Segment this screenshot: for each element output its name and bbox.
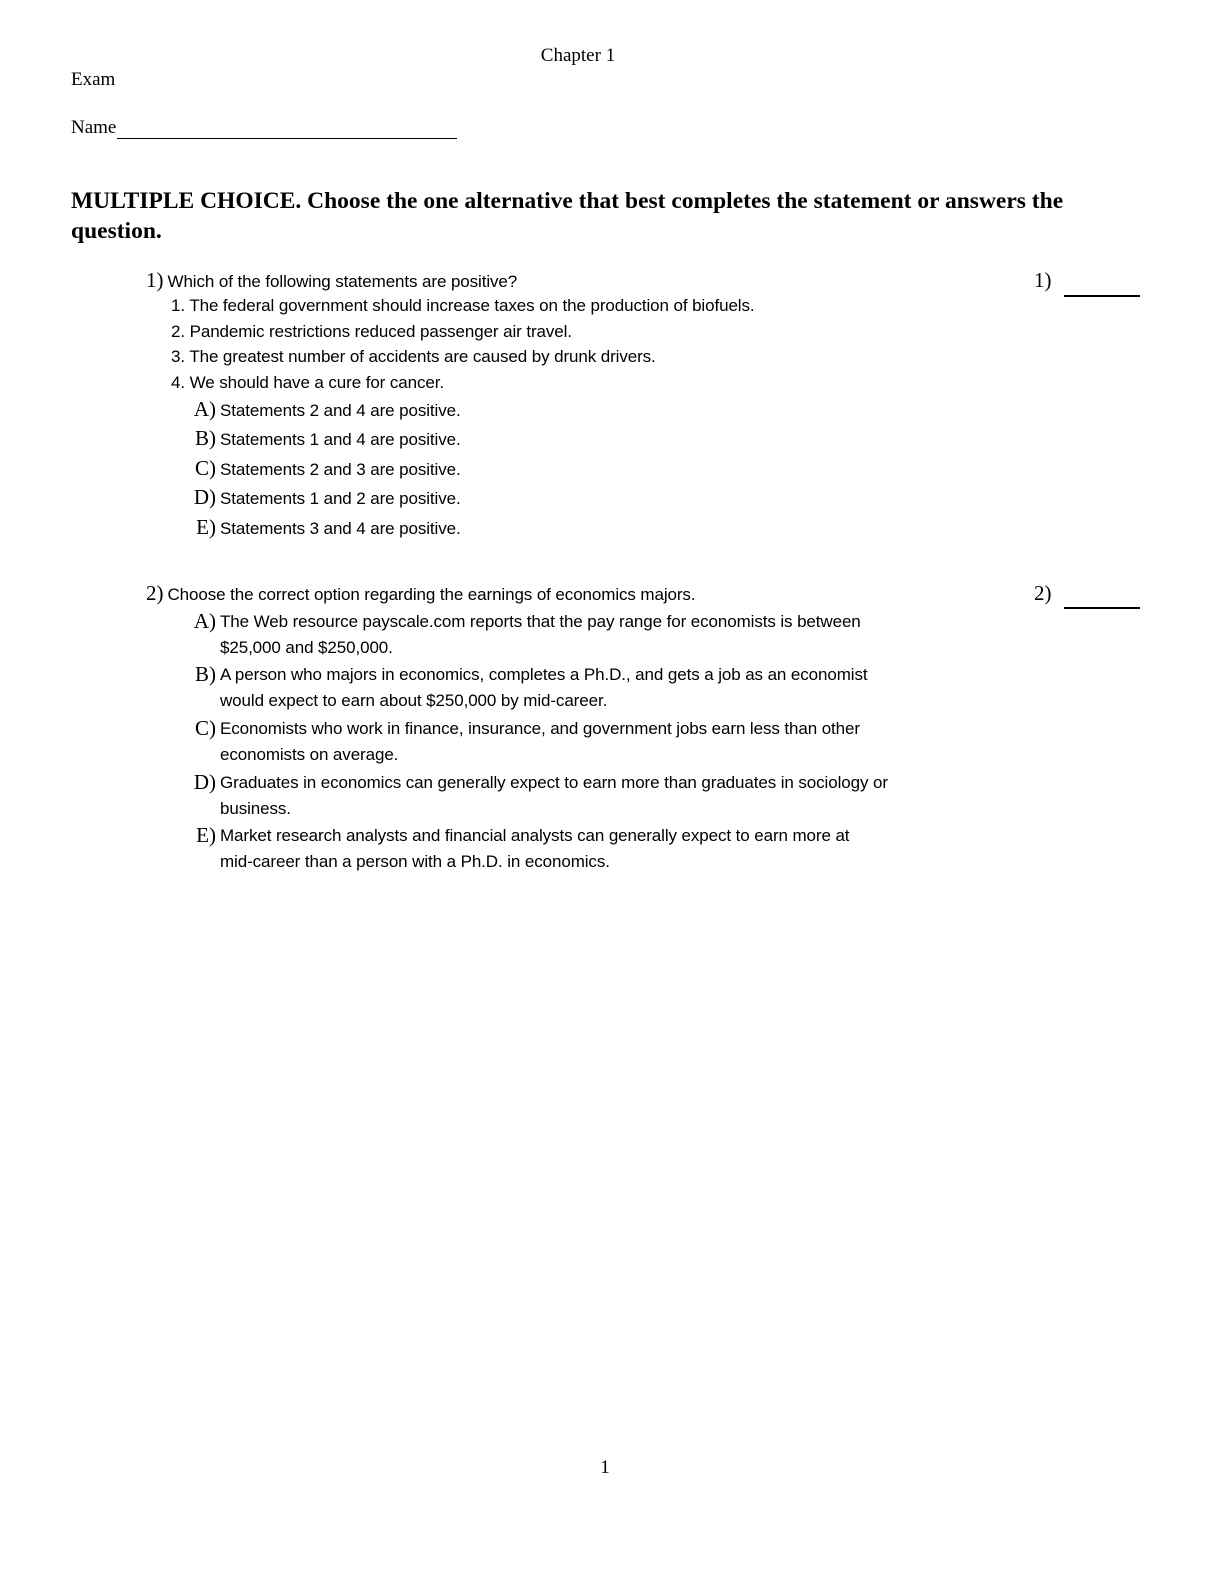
option-1b[interactable] (186, 426, 461, 453)
name-label: Name (71, 117, 117, 138)
statement-text: The greatest number of accidents are caused by drunk drivers. (189, 347, 656, 366)
option-letter: E) (196, 823, 216, 847)
question-1-text: Which of the following statements are positive? (167, 272, 518, 291)
answer-2-label: 2) (1034, 581, 1052, 605)
option-text (220, 609, 861, 661)
option-text-line: $25,000 and $250,000. (220, 638, 393, 657)
chapter-title: Chapter 1 (540, 45, 616, 66)
option-letter: C) (195, 456, 216, 480)
option-text: Statements 1 and 2 are positive. (220, 489, 461, 508)
option-letter: B) (195, 426, 216, 450)
option-2d[interactable] (186, 770, 888, 822)
option-text-line: economists on average. (220, 745, 399, 764)
statement-number: 2. (171, 322, 185, 341)
option-letter: D) (193, 485, 216, 509)
option-text-line: The Web resource payscale.com reports that the pay range for economists is between (220, 612, 861, 631)
option-text: Statements 1 and 4 are positive. (220, 430, 461, 449)
option-text: Statements 2 and 3 are positive. (220, 460, 461, 479)
name-blank-line (117, 119, 457, 139)
option-letter: C) (195, 716, 216, 740)
option-letter: E) (196, 515, 216, 539)
option-text-line: business. (220, 799, 291, 818)
exam-label: Exam (71, 69, 116, 90)
option-2a[interactable] (186, 609, 861, 661)
option-text: Statements 2 and 4 are positive. (220, 401, 461, 420)
statement-2 (171, 322, 572, 342)
question-1-number: 1) (146, 268, 164, 292)
statement-number: 1. (171, 296, 185, 315)
question-2-stem (146, 581, 695, 606)
statement-number: 4. (171, 373, 185, 392)
option-2e[interactable] (186, 823, 849, 875)
option-2c[interactable] (186, 716, 860, 768)
option-text-line: Graduates in economics can generally expect to earn more than graduates in sociology or (220, 773, 888, 792)
option-text (220, 823, 849, 875)
statement-1 (171, 296, 755, 316)
statement-text: We should have a cure for cancer. (189, 373, 444, 392)
page-number: 1 (600, 1457, 610, 1478)
option-text-line: A person who majors in economics, completes a Ph.D., and gets a job as an economist (220, 665, 868, 684)
answer-2-blank[interactable] (1064, 607, 1140, 609)
name-field (71, 117, 457, 139)
option-letter: A) (193, 609, 216, 633)
option-text (220, 662, 868, 714)
option-2b[interactable] (186, 662, 868, 714)
statement-3 (171, 347, 656, 367)
option-text (220, 770, 888, 822)
statement-text: Pandemic restrictions reduced passenger air travel. (189, 322, 572, 341)
option-text-line: mid-career than a person with a Ph.D. in economics. (220, 852, 610, 871)
option-1a[interactable] (186, 397, 461, 424)
section-instructions: MULTIPLE CHOICE. Choose the one alternative that best completes the statement or answers the question. (71, 188, 1064, 244)
option-letter: D) (193, 770, 216, 794)
option-text-line: would expect to earn about $250,000 by mid-career. (220, 691, 608, 710)
option-1c[interactable] (186, 456, 461, 483)
statement-4 (171, 373, 444, 393)
statement-text: The federal government should increase taxes on the production of biofuels. (189, 296, 755, 315)
option-text: Statements 3 and 4 are positive. (220, 519, 461, 538)
option-text-line: Market research analysts and financial analysts can generally expect to earn more at (220, 826, 850, 845)
option-1d[interactable] (186, 485, 461, 512)
question-2-number: 2) (146, 581, 164, 605)
statement-number: 3. (171, 347, 185, 366)
option-text-line: Economists who work in finance, insurance, and government jobs earn less than other (220, 719, 860, 738)
answer-1-label: 1) (1034, 268, 1052, 292)
option-text (220, 716, 860, 768)
question-1-stem (146, 268, 517, 293)
option-letter: B) (195, 662, 216, 686)
option-letter: A) (193, 397, 216, 421)
answer-1-blank[interactable] (1064, 295, 1140, 297)
option-1e[interactable] (186, 515, 461, 542)
question-2-text: Choose the correct option regarding the earnings of economics majors. (167, 585, 696, 604)
